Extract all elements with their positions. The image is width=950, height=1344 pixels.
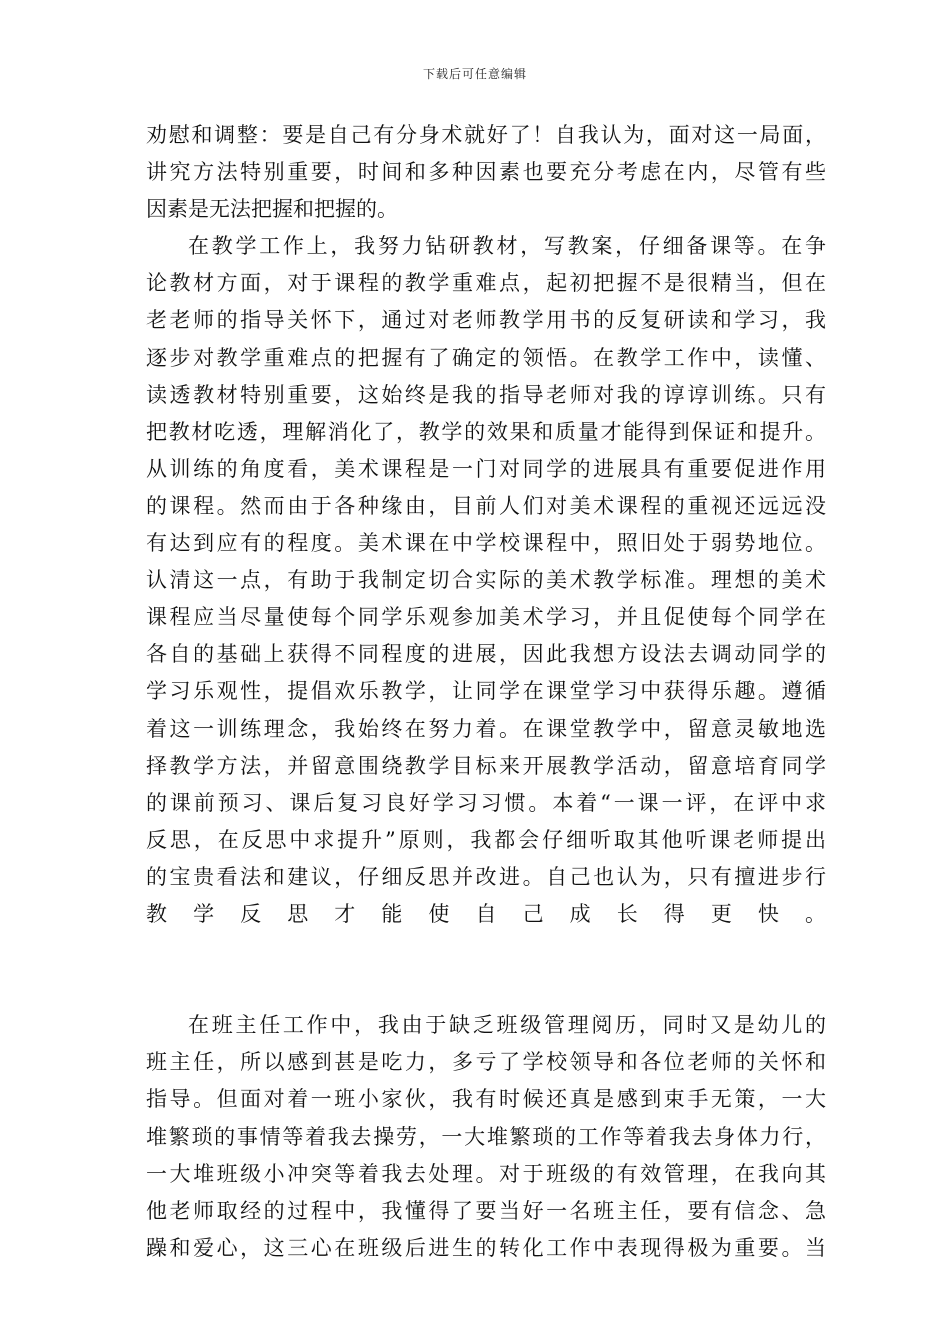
paragraph-2 bbox=[146, 228, 826, 1007]
text-line bbox=[146, 933, 826, 970]
text-line: 把教材吃透，理解消化了，教学的效果和质量才能得到保证和提升。 bbox=[146, 419, 826, 444]
text-line: 一大堆班级小冲突等着我去处理。对于班级的有效管理，在我向其 bbox=[146, 1161, 826, 1186]
text-line: 从训练的角度看，美术课程是一门对同学的进展具有重要促进作用 bbox=[146, 456, 826, 481]
text-line: 他老师取经的过程中，我懂得了要当好一名班主任，要有信念、急 bbox=[146, 1198, 826, 1223]
text-line: 学习乐观性，提倡欢乐教学，让同学在课堂学习中获得乐趣。遵循 bbox=[146, 679, 826, 704]
document-body bbox=[146, 117, 826, 1267]
text-line: 班主任，所以感到甚是吃力，多亏了学校领导和各位老师的关怀和 bbox=[146, 1050, 826, 1075]
text-line: 论教材方面，对于课程的教学重难点，起初把握不是很精当，但在 bbox=[146, 271, 826, 296]
text-line: 因素是无法把握和把握的。 bbox=[146, 197, 398, 222]
paragraph-1 bbox=[146, 117, 826, 228]
text-line: 老老师的指导关怀下，通过对老师教学用书的反复研读和学习，我 bbox=[146, 308, 826, 333]
text-line: 的课程。然而由于各种缘由，目前人们对美术课程的重视还远远没 bbox=[146, 493, 826, 518]
text-line: 劝慰和调整：要是自己有分身术就好了！自我认为，面对这一局面， bbox=[146, 123, 826, 147]
text-line: 各自的基础上获得不同程度的进展，因此我想方设法去调动同学的 bbox=[146, 642, 826, 667]
text-line: 躁和爱心，这三心在班级后进生的转化工作中表现得极为重要。当 bbox=[146, 1235, 826, 1260]
text-line: 在班主任工作中，我由于缺乏班级管理阅历，同时又是幼儿的 bbox=[188, 1013, 826, 1038]
text-line: 在教学工作上，我努力钻研教材，写教案，仔细备课等。在争 bbox=[188, 234, 826, 259]
text-line: 读透教材特别重要，这始终是我的指导老师对我的谆谆训练。只有 bbox=[146, 382, 826, 407]
text-line: 着这一训练理念，我始终在努力着。在课堂教学中，留意灵敏地选 bbox=[146, 716, 826, 741]
text-line: 的课前预习、课后复习良好学习习惯。本着“一课一评，在评中求 bbox=[146, 790, 826, 815]
text-line: 认清这一点，有助于我制定切合实际的美术教学标准。理想的美术 bbox=[146, 568, 826, 593]
text-line: 的宝贵看法和建议，仔细反思并改进。自己也认为，只有擅进步行 bbox=[146, 864, 826, 889]
text-line: 教学反思才能使自己成长得更快。 bbox=[146, 901, 826, 926]
text-line: 课程应当尽量使每个同学乐观参加美术学习，并且促使每个同学在 bbox=[146, 605, 826, 630]
text-line: 堆繁琐的事情等着我去操劳，一大堆繁琐的工作等着我去身体力行， bbox=[146, 1124, 826, 1149]
text-line: 讲究方法特别重要，时间和多种因素也要充分考虑在内，尽管有些 bbox=[146, 160, 826, 185]
paragraph-3 bbox=[146, 1007, 826, 1267]
text-line bbox=[146, 970, 826, 1007]
text-line: 反思，在反思中求提升”原则，我都会仔细听取其他听课老师提出 bbox=[146, 827, 826, 852]
text-line: 有达到应有的程度。美术课在中学校课程中，照旧处于弱势地位。 bbox=[146, 531, 826, 556]
text-line: 择教学方法，并留意围绕教学目标来开展教学活动，留意培育同学 bbox=[146, 753, 826, 778]
text-line: 逐步对教学重难点的把握有了确定的领悟。在教学工作中，读懂、 bbox=[146, 345, 826, 370]
page-header: 下载后可任意编辑 bbox=[422, 67, 527, 81]
text-line: 指导。但面对着一班小家伙，我有时候还真是感到束手无策，一大 bbox=[146, 1087, 826, 1112]
